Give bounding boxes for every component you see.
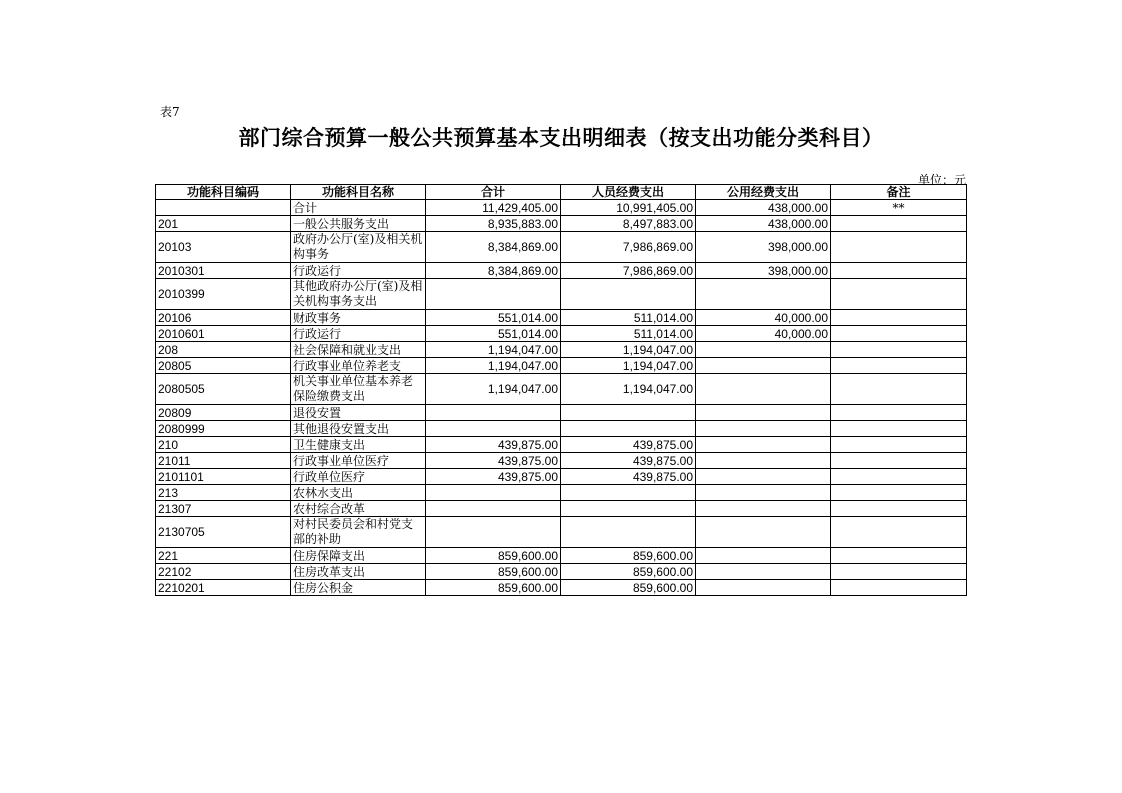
- cell-name: 农村综合改革: [291, 501, 426, 517]
- cell-note: [831, 564, 967, 580]
- cell-total: 1,194,047.00: [426, 342, 561, 358]
- cell-code: 2101101: [156, 469, 291, 485]
- cell-code: 2210201: [156, 580, 291, 596]
- cell-public: [696, 374, 831, 405]
- cell-note: [831, 216, 967, 232]
- cell-code: 21307: [156, 501, 291, 517]
- cell-total: 859,600.00: [426, 580, 561, 596]
- cell-note: [831, 485, 967, 501]
- cell-total: 859,600.00: [426, 548, 561, 564]
- cell-name: 住房公积金: [291, 580, 426, 596]
- table-row: [156, 279, 967, 310]
- cell-total: [426, 421, 561, 437]
- table-row: [156, 485, 967, 501]
- cell-code: 20805: [156, 358, 291, 374]
- cell-name: 机关事业单位基本养老保险缴费支出: [291, 374, 426, 405]
- cell-total: 11,429,405.00: [426, 200, 561, 216]
- cell-personnel: 439,875.00: [561, 453, 696, 469]
- cell-total: 8,935,883.00: [426, 216, 561, 232]
- table-header-row: [156, 185, 967, 200]
- column-header: 备注: [831, 185, 967, 200]
- cell-name: 住房改革支出: [291, 564, 426, 580]
- cell-note: [831, 374, 967, 405]
- cell-total: 439,875.00: [426, 453, 561, 469]
- cell-personnel: 511,014.00: [561, 326, 696, 342]
- cell-note: **: [831, 200, 967, 216]
- cell-code: 2080505: [156, 374, 291, 405]
- cell-personnel: 8,497,883.00: [561, 216, 696, 232]
- table-row: [156, 517, 967, 548]
- cell-code: 22102: [156, 564, 291, 580]
- cell-note: [831, 548, 967, 564]
- cell-code: 20106: [156, 310, 291, 326]
- cell-code: 21011: [156, 453, 291, 469]
- cell-note: [831, 310, 967, 326]
- column-header: 功能科目名称: [291, 185, 426, 200]
- cell-note: [831, 501, 967, 517]
- cell-personnel: [561, 485, 696, 501]
- cell-public: [696, 453, 831, 469]
- cell-public: [696, 421, 831, 437]
- table-row: [156, 200, 967, 216]
- cell-total: [426, 517, 561, 548]
- cell-name: 行政运行: [291, 326, 426, 342]
- cell-code: 201: [156, 216, 291, 232]
- table-row: [156, 358, 967, 374]
- cell-name: 社会保障和就业支出: [291, 342, 426, 358]
- cell-code: [156, 200, 291, 216]
- column-header: 合计: [426, 185, 561, 200]
- cell-note: [831, 358, 967, 374]
- cell-public: [696, 564, 831, 580]
- cell-name: 政府办公厅(室)及相关机构事务: [291, 232, 426, 263]
- cell-public: [696, 548, 831, 564]
- cell-personnel: 10,991,405.00: [561, 200, 696, 216]
- cell-public: [696, 501, 831, 517]
- cell-public: 438,000.00: [696, 216, 831, 232]
- table-row: [156, 326, 967, 342]
- cell-code: 2010399: [156, 279, 291, 310]
- cell-public: [696, 517, 831, 548]
- table-body: [156, 200, 967, 596]
- cell-personnel: [561, 501, 696, 517]
- cell-public: 40,000.00: [696, 326, 831, 342]
- cell-public: [696, 580, 831, 596]
- cell-public: 398,000.00: [696, 232, 831, 263]
- cell-total: 439,875.00: [426, 437, 561, 453]
- cell-public: 438,000.00: [696, 200, 831, 216]
- cell-name: 对村民委员会和村党支部的补助: [291, 517, 426, 548]
- cell-code: 2080999: [156, 421, 291, 437]
- cell-name: 其他政府办公厅(室)及相关机构事务支出: [291, 279, 426, 310]
- cell-public: 398,000.00: [696, 263, 831, 279]
- cell-personnel: 439,875.00: [561, 437, 696, 453]
- cell-public: [696, 485, 831, 501]
- cell-total: [426, 501, 561, 517]
- cell-personnel: [561, 279, 696, 310]
- cell-public: [696, 358, 831, 374]
- cell-personnel: 1,194,047.00: [561, 358, 696, 374]
- cell-total: 551,014.00: [426, 326, 561, 342]
- cell-personnel: 7,986,869.00: [561, 263, 696, 279]
- cell-public: 40,000.00: [696, 310, 831, 326]
- cell-code: 213: [156, 485, 291, 501]
- cell-public: [696, 437, 831, 453]
- table-row: [156, 564, 967, 580]
- cell-code: 2130705: [156, 517, 291, 548]
- cell-personnel: 1,194,047.00: [561, 374, 696, 405]
- cell-name: 合计: [291, 200, 426, 216]
- cell-name: 退役安置: [291, 405, 426, 421]
- cell-name: 农林水支出: [291, 485, 426, 501]
- cell-code: 208: [156, 342, 291, 358]
- cell-code: 210: [156, 437, 291, 453]
- cell-personnel: [561, 421, 696, 437]
- table-row: [156, 548, 967, 564]
- cell-personnel: [561, 405, 696, 421]
- cell-code: 2010301: [156, 263, 291, 279]
- cell-code: 221: [156, 548, 291, 564]
- table-row: [156, 310, 967, 326]
- table-row: [156, 580, 967, 596]
- cell-total: 8,384,869.00: [426, 263, 561, 279]
- table-row: [156, 374, 967, 405]
- page-title: 部门综合预算一般公共预算基本支出明细表（按支出功能分类科目）: [238, 126, 884, 150]
- cell-name: 住房保障支出: [291, 548, 426, 564]
- cell-personnel: 439,875.00: [561, 469, 696, 485]
- table-number: 表7: [160, 105, 180, 119]
- cell-note: [831, 437, 967, 453]
- cell-note: [831, 469, 967, 485]
- cell-total: [426, 279, 561, 310]
- table-row: [156, 216, 967, 232]
- cell-name: 行政单位医疗: [291, 469, 426, 485]
- cell-public: [696, 469, 831, 485]
- cell-personnel: 859,600.00: [561, 564, 696, 580]
- cell-name: 一般公共服务支出: [291, 216, 426, 232]
- table-row: [156, 469, 967, 485]
- cell-total: 859,600.00: [426, 564, 561, 580]
- unit-label: 单位：元: [917, 173, 966, 187]
- cell-note: [831, 232, 967, 263]
- cell-personnel: 859,600.00: [561, 548, 696, 564]
- column-header: 公用经费支出: [696, 185, 831, 200]
- cell-note: [831, 405, 967, 421]
- cell-note: [831, 517, 967, 548]
- cell-note: [831, 421, 967, 437]
- cell-code: 20809: [156, 405, 291, 421]
- cell-total: [426, 405, 561, 421]
- table-row: [156, 405, 967, 421]
- cell-total: [426, 485, 561, 501]
- table-row: [156, 342, 967, 358]
- cell-code: 20103: [156, 232, 291, 263]
- cell-name: 行政运行: [291, 263, 426, 279]
- table-row: [156, 421, 967, 437]
- cell-total: 1,194,047.00: [426, 374, 561, 405]
- cell-note: [831, 580, 967, 596]
- cell-personnel: 859,600.00: [561, 580, 696, 596]
- cell-name: 其他退役安置支出: [291, 421, 426, 437]
- cell-code: 2010601: [156, 326, 291, 342]
- table-row: [156, 453, 967, 469]
- table-row: [156, 501, 967, 517]
- cell-public: [696, 405, 831, 421]
- cell-note: [831, 263, 967, 279]
- cell-total: 439,875.00: [426, 469, 561, 485]
- cell-note: [831, 453, 967, 469]
- table-row: [156, 263, 967, 279]
- cell-personnel: 7,986,869.00: [561, 232, 696, 263]
- cell-personnel: [561, 517, 696, 548]
- cell-name: 行政事业单位医疗: [291, 453, 426, 469]
- table-row: [156, 232, 967, 263]
- cell-total: 8,384,869.00: [426, 232, 561, 263]
- budget-detail-table: [155, 184, 967, 596]
- cell-note: [831, 279, 967, 310]
- cell-public: [696, 342, 831, 358]
- cell-name: 卫生健康支出: [291, 437, 426, 453]
- cell-note: [831, 326, 967, 342]
- column-header: 人员经费支出: [561, 185, 696, 200]
- cell-public: [696, 279, 831, 310]
- cell-total: 1,194,047.00: [426, 358, 561, 374]
- column-header: 功能科目编码: [156, 185, 291, 200]
- cell-name: 财政事务: [291, 310, 426, 326]
- cell-note: [831, 342, 967, 358]
- cell-name: 行政事业单位养老支: [291, 358, 426, 374]
- cell-total: 551,014.00: [426, 310, 561, 326]
- table-row: [156, 437, 967, 453]
- cell-personnel: 1,194,047.00: [561, 342, 696, 358]
- cell-personnel: 511,014.00: [561, 310, 696, 326]
